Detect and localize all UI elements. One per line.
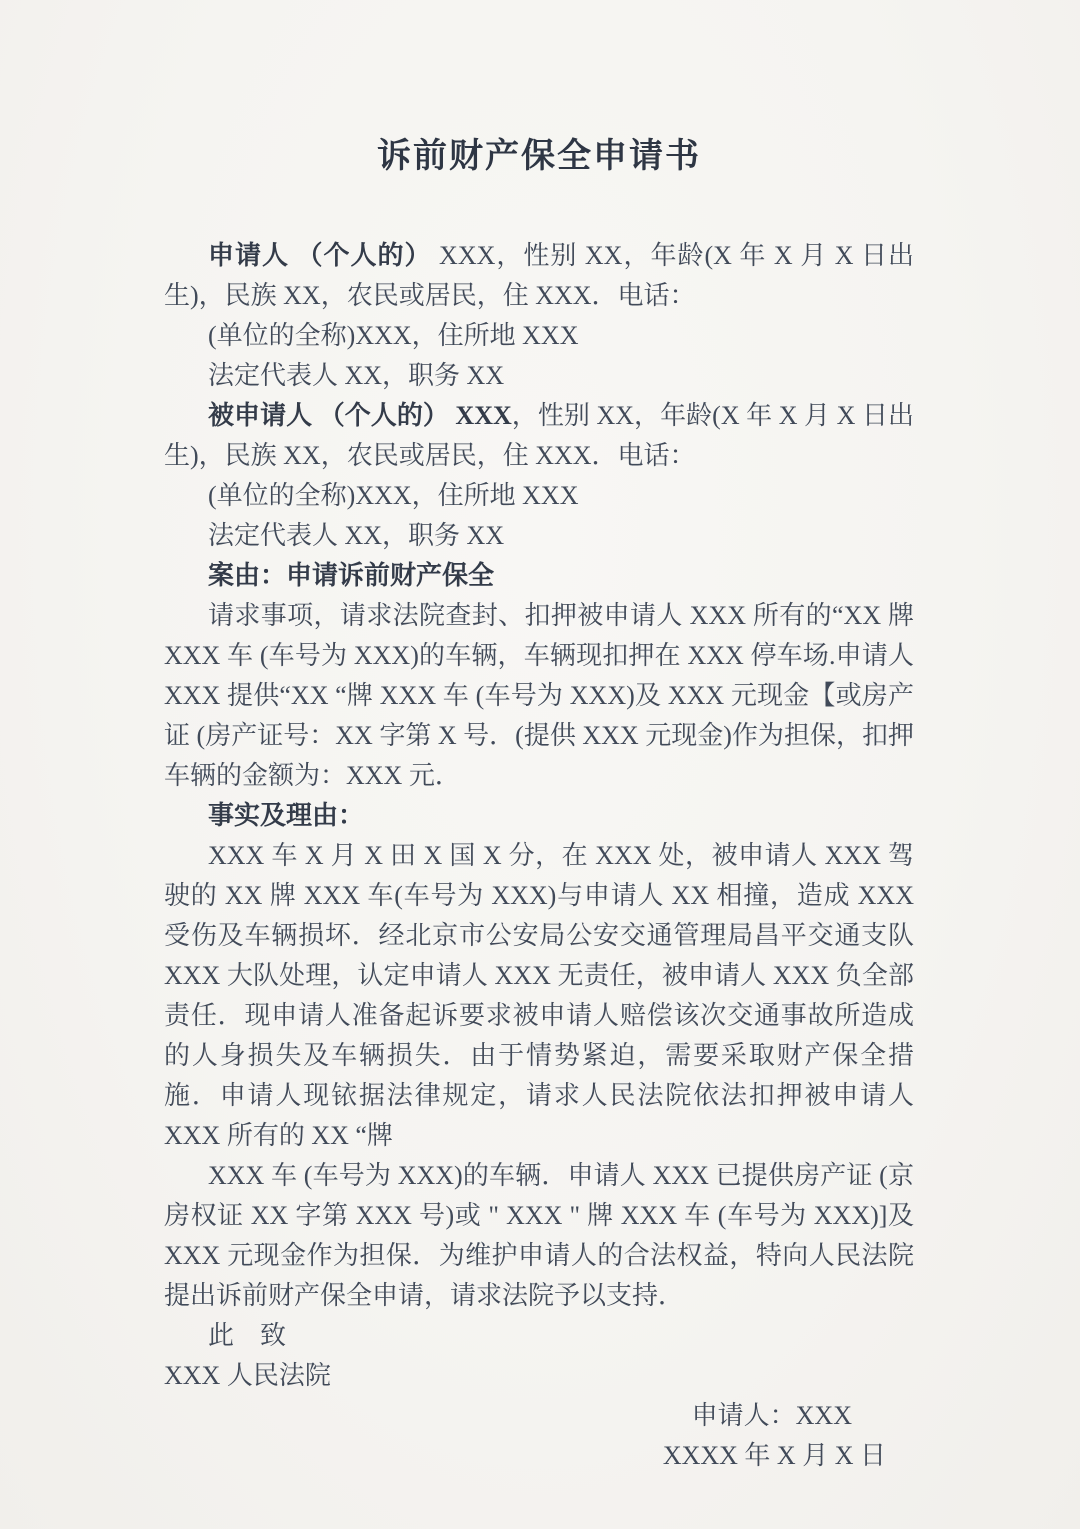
para-facts-1: XXX 车 X 月 X 田 X 国 X 分，在 XXX 处，被申请人 XXX 驾驶的 XX 牌 XXX 车(车号为 XXX)与申请人 XX 相撞，造成 XXX 受伤及车辆损坏．经北京市公安局公安交通管理局昌平交通支队 XXX 大队处理，认定申请人 XXX 无责任，被申请人 XXX 负全部责任．现申请人准备起诉要求被申请人赔偿该次交通事故所造成的人身损失及车辆损失．由于情势紧迫，需要采取财产保全措施．申请人现铱据法律规定，请求人民法院依法扣押被申请人 XXX 所有的 XX “牌 [164, 841, 914, 1150]
para-request: 请求事项，请求法院查封、扣押被申请人 XXX 所有的“XX 牌 XXX 车 (车号为 XXX)的车辆，车辆现扣押在 XXX 停车场.申请人 XXX 提供“XX “牌 XXX 车 (车号为 XXX)及 XXX 元现金【或房产证 (房产证号：XX 字第 X 号．(提供 XXX 元现金)作为担保，扣押车辆的金额为：XXX 元． [164, 601, 914, 790]
signature-date: XXXX 年 X 月 X 日 [662, 1441, 886, 1470]
para-facts-heading: 事实及理由： [208, 801, 365, 830]
applicant-label: 申请人 （个人的） [208, 241, 440, 270]
para-applicant-rep: 法定代表人 XX，职务 XX [208, 361, 505, 390]
respondent-details: ，性别 XX，年龄(X 年 X 月 X 日出生)，民族 XX，农民或居民，住 XXX．电话： [164, 401, 914, 470]
para-court: XXX 人民法院 [164, 1361, 331, 1390]
para-closing: 此 致 [208, 1321, 287, 1350]
signature-name: 申请人：XXX [691, 1401, 852, 1430]
respondent-label: 被申请人 （个人的） XXX [208, 401, 512, 430]
applicant-details: XXX，性别 XX，年龄(X 年 X 月 X 日出生)，民族 XX，农民或居民，住 XXX．电话： [164, 241, 914, 310]
para-respondent [164, 396, 914, 476]
para-cause: 案由：申请诉前财产保全 [208, 561, 495, 590]
para-respondent-unit: (单位的全称)XXX，住所地 XXX [208, 481, 579, 510]
para-respondent-rep: 法定代表人 XX，职务 XX [208, 521, 505, 550]
document-title: 诉前财产保全申请书 [377, 138, 701, 175]
para-facts-2: XXX 车 (车号为 XXX)的车辆．申请人 XXX 已提供房产证 (京房权证 XX 字第 XXX 号)或 " XXX " 牌 XXX 车 (车号为 XXX)]及 XXX 元现金作为担保．为维护申请人的合法权益，特向人民法院提出诉前财产保全申请，请求法院予以支持． [164, 1161, 914, 1310]
para-applicant [164, 236, 914, 316]
para-applicant-unit: (单位的全称)XXX，住所地 XXX [208, 321, 579, 350]
